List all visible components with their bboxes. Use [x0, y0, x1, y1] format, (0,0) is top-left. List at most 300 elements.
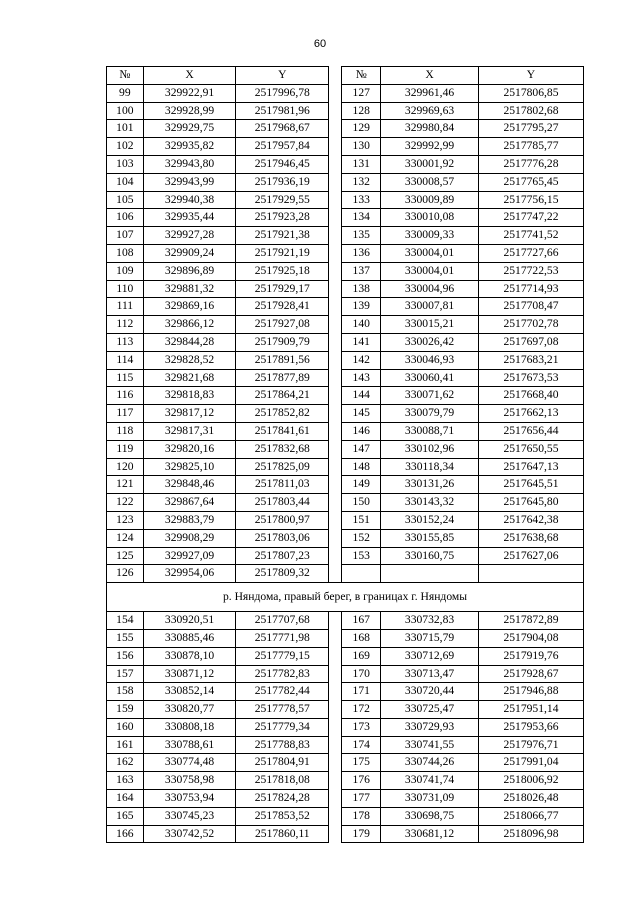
- left-x-coordinate: 330920,51: [143, 612, 236, 630]
- left-point-number: 112: [107, 316, 144, 334]
- right-point-number: 176: [342, 772, 381, 790]
- right-y-coordinate: 2517714,93: [478, 280, 583, 298]
- right-y-coordinate: 2517645,51: [478, 476, 583, 494]
- table-row: [107, 790, 584, 808]
- right-y-coordinate: 2517795,27: [478, 120, 583, 138]
- column-gap: [329, 351, 342, 369]
- column-gap: [329, 529, 342, 547]
- right-y-coordinate: 2517668,40: [478, 387, 583, 405]
- left-y-coordinate: 2517891,56: [236, 351, 329, 369]
- right-point-number: 174: [342, 736, 381, 754]
- right-x-coordinate: 330026,42: [381, 333, 479, 351]
- left-x-coordinate: 330808,18: [143, 718, 236, 736]
- left-point-number: 165: [107, 807, 144, 825]
- left-x-coordinate: 330878,10: [143, 647, 236, 665]
- column-gap: [329, 665, 342, 683]
- left-x-coordinate: 330742,52: [143, 825, 236, 843]
- right-x-coordinate: 330715,79: [381, 629, 479, 647]
- right-point-number: 142: [342, 351, 381, 369]
- left-x-coordinate: 330745,23: [143, 807, 236, 825]
- right-x-coordinate: 330009,33: [381, 227, 479, 245]
- column-gap: [329, 262, 342, 280]
- table-row: [107, 683, 584, 701]
- left-point-number: 109: [107, 262, 144, 280]
- column-gap: [329, 825, 342, 843]
- right-point-number: 167: [342, 612, 381, 630]
- left-y-coordinate: 2517779,15: [236, 647, 329, 665]
- right-y-coordinate: 2517683,21: [478, 351, 583, 369]
- left-point-number: 162: [107, 754, 144, 772]
- left-y-coordinate: 2517981,96: [236, 102, 329, 120]
- column-gap: [329, 718, 342, 736]
- right-point-number: [342, 565, 381, 583]
- right-x-coordinate: 330744,26: [381, 754, 479, 772]
- right-x-coordinate: 330143,32: [381, 494, 479, 512]
- right-y-coordinate: 2517928,67: [478, 665, 583, 683]
- right-x-coordinate: 330131,26: [381, 476, 479, 494]
- left-point-number: 101: [107, 120, 144, 138]
- left-x-coordinate: 329940,38: [143, 191, 236, 209]
- left-y-coordinate: 2517877,89: [236, 369, 329, 387]
- left-y-coordinate: 2517946,45: [236, 155, 329, 173]
- right-x-coordinate: 330102,96: [381, 440, 479, 458]
- column-gap: [329, 173, 342, 191]
- right-x-coordinate: 329992,99: [381, 138, 479, 156]
- table-row: [107, 754, 584, 772]
- table-row: [107, 807, 584, 825]
- left-y-coordinate: 2517811,03: [236, 476, 329, 494]
- table-row: [107, 102, 584, 120]
- column-gap: [329, 772, 342, 790]
- right-x-coordinate: 330741,55: [381, 736, 479, 754]
- left-y-coordinate: 2517923,28: [236, 209, 329, 227]
- right-y-coordinate: 2517727,66: [478, 244, 583, 262]
- right-x-coordinate: 330001,92: [381, 155, 479, 173]
- left-y-coordinate: 2517968,67: [236, 120, 329, 138]
- column-gap: [329, 683, 342, 701]
- page-number: 60: [313, 38, 327, 50]
- left-x-coordinate: 329821,68: [143, 369, 236, 387]
- table-row: [107, 647, 584, 665]
- left-x-coordinate: 329866,12: [143, 316, 236, 334]
- left-x-coordinate: 329927,09: [143, 547, 236, 565]
- left-y-coordinate: 2517818,08: [236, 772, 329, 790]
- left-y-coordinate: 2517936,19: [236, 173, 329, 191]
- left-y-coordinate: 2517929,17: [236, 280, 329, 298]
- table-row: [107, 511, 584, 529]
- right-y-coordinate: 2518006,92: [478, 772, 583, 790]
- left-point-number: 164: [107, 790, 144, 808]
- right-x-coordinate: 330004,01: [381, 262, 479, 280]
- right-y-coordinate: 2517953,66: [478, 718, 583, 736]
- right-y-coordinate: 2517747,22: [478, 209, 583, 227]
- table-row: [107, 244, 584, 262]
- right-point-number: 150: [342, 494, 381, 512]
- left-x-coordinate: 330852,14: [143, 683, 236, 701]
- right-x-coordinate: 330071,62: [381, 387, 479, 405]
- right-x-coordinate: 330010,08: [381, 209, 479, 227]
- left-point-number: 102: [107, 138, 144, 156]
- right-y-coordinate: 2517647,13: [478, 458, 583, 476]
- column-gap: [329, 790, 342, 808]
- table-row: [107, 529, 584, 547]
- left-x-coordinate: 329828,52: [143, 351, 236, 369]
- column-gap: [329, 754, 342, 772]
- right-x-coordinate: 330160,75: [381, 547, 479, 565]
- right-point-number: 140: [342, 316, 381, 334]
- left-y-coordinate: 2517788,83: [236, 736, 329, 754]
- left-point-number: 106: [107, 209, 144, 227]
- right-point-number: 171: [342, 683, 381, 701]
- right-x-coordinate: 330004,01: [381, 244, 479, 262]
- left-y-coordinate: 2517782,83: [236, 665, 329, 683]
- left-point-number: 119: [107, 440, 144, 458]
- left-x-coordinate: 329818,83: [143, 387, 236, 405]
- left-y-coordinate: 2517996,78: [236, 84, 329, 102]
- column-gap: [329, 807, 342, 825]
- right-point-number: 128: [342, 102, 381, 120]
- column-gap: [329, 511, 342, 529]
- header-number-right: №: [342, 67, 381, 85]
- header-number-left: №: [107, 67, 144, 85]
- left-point-number: 163: [107, 772, 144, 790]
- right-x-coordinate: 330152,24: [381, 511, 479, 529]
- right-y-coordinate: 2517656,44: [478, 422, 583, 440]
- left-x-coordinate: 329869,16: [143, 298, 236, 316]
- left-y-coordinate: 2517804,91: [236, 754, 329, 772]
- right-point-number: 133: [342, 191, 381, 209]
- right-y-coordinate: 2517708,47: [478, 298, 583, 316]
- right-x-coordinate: 330079,79: [381, 405, 479, 423]
- right-y-coordinate: 2517756,15: [478, 191, 583, 209]
- left-point-number: 157: [107, 665, 144, 683]
- table-row: [107, 351, 584, 369]
- left-x-coordinate: 329928,99: [143, 102, 236, 120]
- right-x-coordinate: 329961,46: [381, 84, 479, 102]
- header-y-left: Y: [236, 67, 329, 85]
- left-point-number: 117: [107, 405, 144, 423]
- left-x-coordinate: 330820,77: [143, 701, 236, 719]
- left-x-coordinate: 330788,61: [143, 736, 236, 754]
- left-x-coordinate: 330758,98: [143, 772, 236, 790]
- table-row: [107, 333, 584, 351]
- left-y-coordinate: 2517853,52: [236, 807, 329, 825]
- column-gap: [329, 369, 342, 387]
- left-point-number: 158: [107, 683, 144, 701]
- left-x-coordinate: 329817,31: [143, 422, 236, 440]
- left-point-number: 99: [107, 84, 144, 102]
- column-gap: [329, 647, 342, 665]
- right-y-coordinate: 2517951,14: [478, 701, 583, 719]
- right-y-coordinate: 2517673,53: [478, 369, 583, 387]
- right-y-coordinate: 2518096,98: [478, 825, 583, 843]
- right-x-coordinate: 330732,83: [381, 612, 479, 630]
- left-y-coordinate: 2517803,44: [236, 494, 329, 512]
- right-x-coordinate: 330741,74: [381, 772, 479, 790]
- table-row: [107, 718, 584, 736]
- left-point-number: 124: [107, 529, 144, 547]
- column-gap: [329, 612, 342, 630]
- section-title: р. Няндома, правый берег, в границах г. Няндомы: [107, 583, 584, 612]
- right-y-coordinate: 2517697,08: [478, 333, 583, 351]
- table-row: [107, 316, 584, 334]
- right-point-number: 136: [342, 244, 381, 262]
- header-y-right: Y: [478, 67, 583, 85]
- right-y-coordinate: 2517976,71: [478, 736, 583, 754]
- right-point-number: 179: [342, 825, 381, 843]
- left-x-coordinate: 329848,46: [143, 476, 236, 494]
- right-x-coordinate: 330015,21: [381, 316, 479, 334]
- right-point-number: 143: [342, 369, 381, 387]
- left-x-coordinate: 330871,12: [143, 665, 236, 683]
- right-x-coordinate: 329969,63: [381, 102, 479, 120]
- table-row: [107, 191, 584, 209]
- left-point-number: 107: [107, 227, 144, 245]
- right-y-coordinate: 2517946,88: [478, 683, 583, 701]
- column-gap: [329, 209, 342, 227]
- left-y-coordinate: 2517921,38: [236, 227, 329, 245]
- left-point-number: 108: [107, 244, 144, 262]
- left-x-coordinate: 329844,28: [143, 333, 236, 351]
- right-y-coordinate: 2518026,48: [478, 790, 583, 808]
- right-point-number: 168: [342, 629, 381, 647]
- right-y-coordinate: 2517638,68: [478, 529, 583, 547]
- right-point-number: 173: [342, 718, 381, 736]
- left-y-coordinate: 2517832,68: [236, 440, 329, 458]
- right-point-number: 137: [342, 262, 381, 280]
- left-x-coordinate: 329927,28: [143, 227, 236, 245]
- left-x-coordinate: 329908,29: [143, 529, 236, 547]
- right-y-coordinate: 2517645,80: [478, 494, 583, 512]
- column-gap: [329, 138, 342, 156]
- table-row: [107, 547, 584, 565]
- table-row: [107, 84, 584, 102]
- left-y-coordinate: 2517707,68: [236, 612, 329, 630]
- left-x-coordinate: 329896,89: [143, 262, 236, 280]
- table-row: [107, 138, 584, 156]
- left-y-coordinate: 2517782,44: [236, 683, 329, 701]
- table-row: [107, 825, 584, 843]
- left-point-number: 114: [107, 351, 144, 369]
- right-point-number: 134: [342, 209, 381, 227]
- left-x-coordinate: 329935,82: [143, 138, 236, 156]
- column-gap: [329, 227, 342, 245]
- right-point-number: 144: [342, 387, 381, 405]
- right-point-number: 172: [342, 701, 381, 719]
- column-gap: [329, 120, 342, 138]
- left-y-coordinate: 2517807,23: [236, 547, 329, 565]
- column-gap: [329, 736, 342, 754]
- right-x-coordinate: 330004,96: [381, 280, 479, 298]
- right-y-coordinate: [478, 565, 583, 583]
- column-gap: [329, 405, 342, 423]
- table-row: [107, 458, 584, 476]
- column-gap: [329, 102, 342, 120]
- right-point-number: 153: [342, 547, 381, 565]
- right-x-coordinate: 330729,93: [381, 718, 479, 736]
- right-point-number: 141: [342, 333, 381, 351]
- left-x-coordinate: 329867,64: [143, 494, 236, 512]
- table-row: [107, 772, 584, 790]
- table-row: [107, 227, 584, 245]
- column-gap: [329, 476, 342, 494]
- column-gap: [329, 458, 342, 476]
- left-point-number: 160: [107, 718, 144, 736]
- table-row: [107, 262, 584, 280]
- table-row: [107, 629, 584, 647]
- table-header-row: [107, 67, 584, 85]
- right-point-number: 129: [342, 120, 381, 138]
- left-x-coordinate: 329935,44: [143, 209, 236, 227]
- left-point-number: 161: [107, 736, 144, 754]
- right-x-coordinate: 329980,84: [381, 120, 479, 138]
- coordinates-table: [106, 66, 584, 843]
- table-row: [107, 422, 584, 440]
- column-gap: [329, 565, 342, 583]
- left-x-coordinate: 329820,16: [143, 440, 236, 458]
- left-x-coordinate: 329954,06: [143, 565, 236, 583]
- right-x-coordinate: 330720,44: [381, 683, 479, 701]
- column-gap: [329, 84, 342, 102]
- left-y-coordinate: 2517771,98: [236, 629, 329, 647]
- left-point-number: 121: [107, 476, 144, 494]
- right-point-number: 178: [342, 807, 381, 825]
- left-x-coordinate: 329817,12: [143, 405, 236, 423]
- right-point-number: 131: [342, 155, 381, 173]
- right-x-coordinate: 330118,34: [381, 458, 479, 476]
- right-y-coordinate: 2517722,53: [478, 262, 583, 280]
- right-x-coordinate: 330007,81: [381, 298, 479, 316]
- right-x-coordinate: 330155,85: [381, 529, 479, 547]
- table-row: [107, 565, 584, 583]
- left-x-coordinate: 330885,46: [143, 629, 236, 647]
- right-y-coordinate: 2517785,77: [478, 138, 583, 156]
- table-row: [107, 369, 584, 387]
- right-point-number: 135: [342, 227, 381, 245]
- right-y-coordinate: 2517650,55: [478, 440, 583, 458]
- table-row: [107, 155, 584, 173]
- right-x-coordinate: 330009,89: [381, 191, 479, 209]
- right-y-coordinate: 2518066,77: [478, 807, 583, 825]
- left-point-number: 166: [107, 825, 144, 843]
- right-y-coordinate: 2517642,38: [478, 511, 583, 529]
- column-gap: [329, 629, 342, 647]
- right-point-number: 130: [342, 138, 381, 156]
- left-point-number: 115: [107, 369, 144, 387]
- left-point-number: 118: [107, 422, 144, 440]
- column-gap: [329, 67, 342, 85]
- left-y-coordinate: 2517852,82: [236, 405, 329, 423]
- right-point-number: 138: [342, 280, 381, 298]
- left-point-number: 113: [107, 333, 144, 351]
- column-gap: [329, 316, 342, 334]
- left-y-coordinate: 2517778,57: [236, 701, 329, 719]
- column-gap: [329, 422, 342, 440]
- right-y-coordinate: 2517904,08: [478, 629, 583, 647]
- right-y-coordinate: 2517991,04: [478, 754, 583, 772]
- right-point-number: 151: [342, 511, 381, 529]
- right-point-number: 127: [342, 84, 381, 102]
- right-point-number: 146: [342, 422, 381, 440]
- left-x-coordinate: 329922,91: [143, 84, 236, 102]
- right-point-number: 139: [342, 298, 381, 316]
- left-point-number: 110: [107, 280, 144, 298]
- column-gap: [329, 547, 342, 565]
- right-x-coordinate: [381, 565, 479, 583]
- table-row: [107, 209, 584, 227]
- right-x-coordinate: 330088,71: [381, 422, 479, 440]
- left-y-coordinate: 2517803,06: [236, 529, 329, 547]
- left-point-number: 100: [107, 102, 144, 120]
- left-point-number: 126: [107, 565, 144, 583]
- left-point-number: 159: [107, 701, 144, 719]
- left-point-number: 154: [107, 612, 144, 630]
- right-x-coordinate: 330046,93: [381, 351, 479, 369]
- header-x-right: X: [381, 67, 479, 85]
- right-point-number: 170: [342, 665, 381, 683]
- left-point-number: 155: [107, 629, 144, 647]
- left-y-coordinate: 2517928,41: [236, 298, 329, 316]
- table-row: [107, 701, 584, 719]
- left-point-number: 104: [107, 173, 144, 191]
- left-point-number: 111: [107, 298, 144, 316]
- right-point-number: 149: [342, 476, 381, 494]
- right-y-coordinate: 2517776,28: [478, 155, 583, 173]
- left-y-coordinate: 2517925,18: [236, 262, 329, 280]
- right-x-coordinate: 330712,69: [381, 647, 479, 665]
- column-gap: [329, 387, 342, 405]
- right-point-number: 148: [342, 458, 381, 476]
- right-y-coordinate: 2517702,78: [478, 316, 583, 334]
- left-y-coordinate: 2517825,09: [236, 458, 329, 476]
- right-point-number: 145: [342, 405, 381, 423]
- left-point-number: 120: [107, 458, 144, 476]
- left-y-coordinate: 2517860,11: [236, 825, 329, 843]
- left-y-coordinate: 2517921,19: [236, 244, 329, 262]
- table-row: [107, 665, 584, 683]
- left-point-number: 103: [107, 155, 144, 173]
- left-y-coordinate: 2517864,21: [236, 387, 329, 405]
- left-x-coordinate: 329883,79: [143, 511, 236, 529]
- column-gap: [329, 155, 342, 173]
- right-point-number: 132: [342, 173, 381, 191]
- left-x-coordinate: 329825,10: [143, 458, 236, 476]
- left-point-number: 105: [107, 191, 144, 209]
- table-row: [107, 298, 584, 316]
- left-point-number: 156: [107, 647, 144, 665]
- right-point-number: 175: [342, 754, 381, 772]
- left-y-coordinate: 2517929,55: [236, 191, 329, 209]
- right-y-coordinate: 2517627,06: [478, 547, 583, 565]
- right-x-coordinate: 330731,09: [381, 790, 479, 808]
- table-row: [107, 120, 584, 138]
- right-y-coordinate: 2517662,13: [478, 405, 583, 423]
- right-x-coordinate: 330060,41: [381, 369, 479, 387]
- left-point-number: 122: [107, 494, 144, 512]
- header-x-left: X: [143, 67, 236, 85]
- left-y-coordinate: 2517809,32: [236, 565, 329, 583]
- left-x-coordinate: 330774,48: [143, 754, 236, 772]
- left-x-coordinate: 329943,99: [143, 173, 236, 191]
- right-y-coordinate: 2517919,76: [478, 647, 583, 665]
- column-gap: [329, 440, 342, 458]
- table-row: [107, 440, 584, 458]
- right-y-coordinate: 2517765,45: [478, 173, 583, 191]
- left-x-coordinate: 329881,32: [143, 280, 236, 298]
- table-row: [107, 612, 584, 630]
- left-x-coordinate: 330753,94: [143, 790, 236, 808]
- left-y-coordinate: 2517824,28: [236, 790, 329, 808]
